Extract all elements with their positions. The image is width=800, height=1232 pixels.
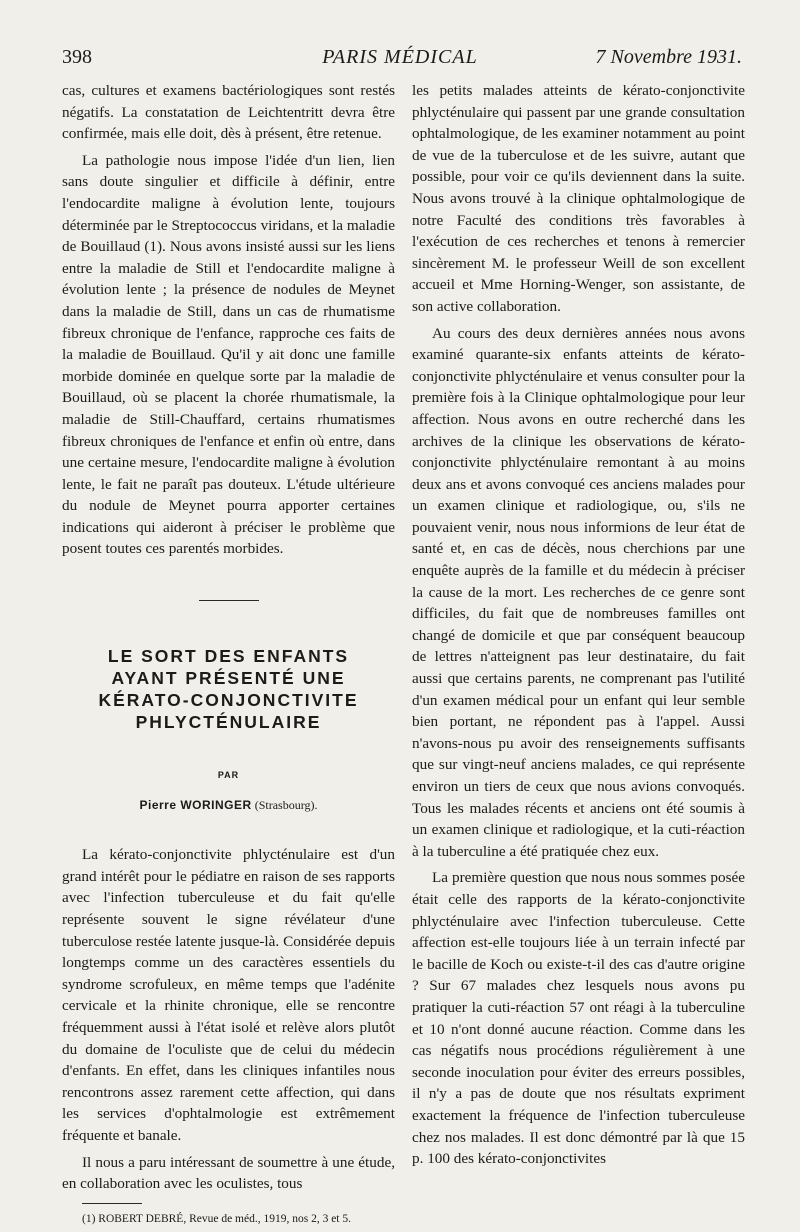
paragraph: les petits malades atteints de kérato-conjonctivite phlycténulaire qui passent par une grande consultation ophtalmologique, de les examiner notamment au point de vue de la tuberculose et de les suivre, autant que possible, pour voir ce qu'ils deviennent dans la suite. Nous avons trouvé à la clinique ophtalmologique de notre Faculté des conditions très favorables à l'exécution de ces recherches et tenons à remercier sincèrement M. le professeur Weill de son excellent accueil et Mme Horning-Wenger, son assistante, de son active collaboration. xyxy=(412,82,745,315)
issue-date: 7 Novembre 1931. xyxy=(595,46,742,68)
paragraph: La kérato-conjonctivite phlycténulaire est d'un grand intérêt pour le pédiatre en raison de ses rapports avec l'infection tuberculeuse et du fait qu'elle représente souvent le signe révélateur d'une tuberculose restée latente jusque-là. Considérée depuis longtemps comme un des caractères essentiels du syndrome scrofuleux, en même temps que l'adénite cervicale et la rhinite chronique, elle se rencontre fréquemment aussi à l'état isolé et relève alors plutôt du domaine de l'oculiste que de celui du médecin d'enfants. En effet, dans les cliniques infantiles nous rencontrons assez rarement cette affection, qui dans les services d'ophtalmologie est extrêmement fréquente et banale. xyxy=(62,846,395,1144)
title-line: AYANT PRÉSENTÉ UNE xyxy=(111,668,346,689)
title-line: LE SORT DES ENFANTS xyxy=(107,646,350,667)
left-column xyxy=(62,80,395,1232)
paragraph: Il nous a paru intéressant de soumettre à une étude, en collaboration avec les oculistes, tous xyxy=(62,1153,395,1193)
right-column xyxy=(412,80,745,1175)
paragraph: La première question que nous nous sommes posée était celle des rapports de la kérato-conjonctivite phlycténulaire avec l'infection tuberculeuse. Cette affection est-elle toujours liée à un terrain infecté par le bacille de Koch ou existe-t-il des cas d'autre origine ? Sur 67 malades chez lesquels nous avons pu pratiquer la cuti-réaction 57 ont réagi à la tuberculine et 10 n'ont donné aucune réaction. Comme dans les cas négatifs nous procédions régulièrement à une seconde inoculation pour éviter des erreurs possibles, il n'y a pas de doute que nos résultats expriment exactement la fréquence de l'infection tuberculeuse chez nos malades. Il est donc démontré par là que 15 p. 100 des kérato-conjonctivites xyxy=(412,869,745,1168)
footnote: (1) ROBERT DEBRÉ, Revue de méd., 1919, nos 2, 3 et 5. xyxy=(82,1212,352,1225)
author-name: Pierre WORINGER xyxy=(139,797,252,812)
title-line: KÉRATO-CONJONCTIVITE xyxy=(98,690,359,711)
author xyxy=(62,795,395,817)
byline-par: PAR xyxy=(217,770,240,781)
paragraph: cas, cultures et examens bactériologiques sont restés négatifs. La constatation de Leichtentritt devra être confirmée, mais elle doit, dès à présent, être retenue. xyxy=(62,82,395,143)
paragraph: Au cours des deux dernières années nous avons examiné quarante-six enfants atteints de kérato-conjonctivite phlycténulaire et venus consulter pour la première fois à la Clinique ophtalmologique pour leur affection. Nous avons en outre recherché dans les archives de la clinique les observations de kérato-conjonctivite phlycténulaire remontant à au moins deux ans et avons convoqué ces anciens malades pour un examen clinique et radiologique, ou, s'ils ne pouvaient venir, nous nous informions de leur état de santé et, en cas de décès, nous cherchions par une enquête auprès de la famille et du médecin à préciser la cause de la mort. Les recherches de ce genre sont difficiles, du fait que de nombreuses familles ont changé de domicile et que par conséquent beaucoup de lettres n'atteignent pas leur destinataire, du fait aussi que certains parents, ne comprenant pas l'utilité d'un examen médical pour un enfant qui leur semble bien portant, ne répondent pas à l'appel. Aussi n'avons-nous pu avoir des renseignements suffisants que sur vingt-neuf anciens malades, ce qui représente environ un tiers de ceux que nous avions convoqués. Tous les malades récents et anciens ont été soumis à un examen clinique et radiologique, et la cuti-réaction à la tuberculine a été pratiquée chez eux. xyxy=(412,324,745,860)
article-title xyxy=(62,645,395,733)
page-number: 398 xyxy=(62,46,92,68)
journal-title: PARIS MÉDICAL xyxy=(322,46,478,68)
section-divider xyxy=(199,600,259,601)
author-city: (Strasbourg). xyxy=(254,797,318,812)
paragraph: La pathologie nous impose l'idée d'un lien, lien sans doute singulier et difficile à définir, entre l'endocardite maligne à évolution lente, toujours déterminée par le Streptococcus viridans, et la maladie de Bouillaud (1). Nous avons insisté aussi sur les liens entre la maladie de Still et l'endocardite maligne à évolution lente ; la présence de nodules de Meynet dans la maladie de Still, dans un cas de rhumatisme fibreux chronique de l'enfance, rapproche ces faits de la maladie de Bouillaud. Qu'il y ait donc une famille morbide dominée en quelque sorte par la maladie de Bouillaud, où se placent la chorée rhumatismale, la maladie de Still-Chauffard, certains rhumatismes fibreux chroniques de l'enfance et enfin où entre, dans une certaine mesure, l'endocardite maligne à évolution lente, le fait ne paraît pas douteux. L'étude ultérieure du nodule de Meynet pourra apporter certaines indications qui aideront à préciser le problème que posent toutes ces parentés morbides. xyxy=(62,151,395,558)
title-line: PHLYCTÉNULAIRE xyxy=(135,712,322,733)
footnote-divider xyxy=(82,1203,142,1204)
